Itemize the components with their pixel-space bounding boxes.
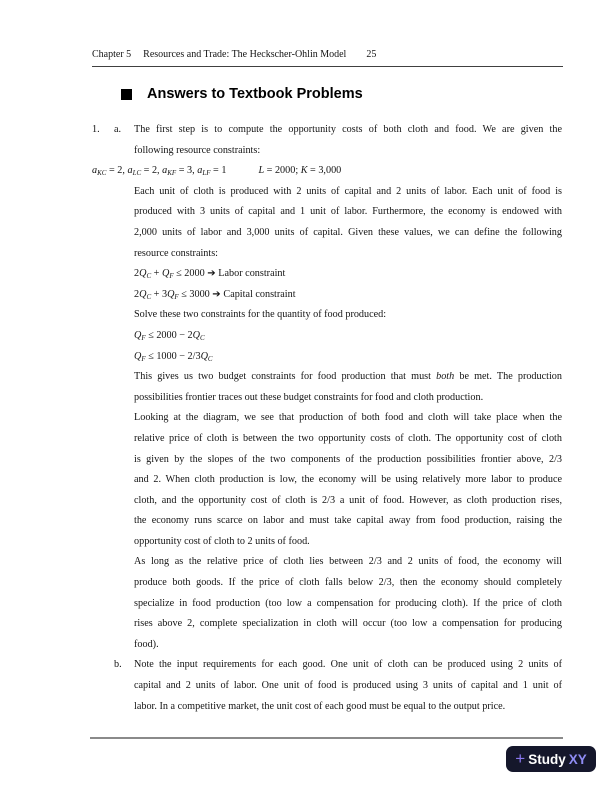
text-line [92,182,562,203]
text-line [92,511,562,532]
footer-divider [90,737,563,739]
paragraph-text: Looking at the diagram, we see that production of both food and cloth will take place when the [134,412,562,424]
text-line [92,552,562,573]
text-line [92,408,562,429]
paragraph-text: and 2. When cloth production is low, the economy will be using relatively more labor to produce [134,474,562,486]
text-line [92,491,562,512]
paragraph-text: specialize in food production (too low a compensation for producing cloth). If the price of cloth [134,597,562,609]
problem-number: 1. [92,124,100,135]
text-line [92,429,562,450]
header-page-number: 25 [366,49,377,60]
paragraph-text: Each unit of cloth is produced with 2 units of capital and 2 units of labor. Each unit of food is [134,185,562,197]
logo-text-study: Study [528,751,566,767]
paragraph-text: As long as the relative price of cloth lies between 2/3 and 2 units of food, the economy will [134,556,562,568]
header-divider [92,66,563,67]
text-line [92,614,562,635]
text-line [92,305,562,326]
paragraph-text: the economy runs scarce on labor and must take capital away from food production, raising the [134,515,562,527]
text-line [92,470,562,491]
text-line [92,697,562,718]
header-chapter: Chapter 5 [92,49,132,60]
text-line [92,161,562,182]
answer-body [92,120,562,717]
paragraph-text: produce both goods. If the price of cloth falls below 2/3, then the economy should completely [134,577,562,589]
section-title: Answers to Textbook Problems [147,86,363,102]
text-line [92,367,562,388]
header-title: Resources and Trade: The Heckscher-Ohlin Model [143,49,347,60]
part-a-label: a. [114,124,122,135]
logo-text-xy: XY [568,751,587,767]
equation-capital-constraint: $2Q_C + 3Q_F \le 3000$ ➔ Capital constraint [134,288,296,301]
section-heading [121,86,363,102]
text-line [92,141,562,162]
text-line [92,223,562,244]
text-line [92,347,562,368]
paragraph-text: following resource constraints: [134,144,261,156]
text-line [92,635,562,656]
text-line [92,573,562,594]
paragraph-text: 2,000 units of labor and 3,000 units of capital. Given these values, we can define the following [134,226,562,238]
square-bullet-icon [121,89,132,100]
text-line [92,285,562,306]
paragraph-text: capital and 2 units of labor. One unit of food is produced using 3 units of capital and 1 unit of [134,680,562,692]
paragraph-text: is given by the slopes of the two components of the production possibilities frontier above, 2/3 [134,453,562,465]
text-line [92,450,562,471]
equation-resource-coefficients: $a_{KC} = 2$, $a_{LC} = 2$, $a_{KF} = 3$, $a_{LF} = 1$ L = 2000; K = 3,000 [92,165,342,178]
paragraph-text: cloth, and the opportunity cost of cloth is 2/3 a unit of food. However, as cloth production rises, [134,494,562,506]
equation-food-from-capital: $Q_F \le 1000 - 2/3Q_C$ [134,350,213,363]
paragraph-text: rises above 2, complete specialization in cloth will occur (too low a compensation for producing [134,618,562,630]
paragraph-text: produced with 3 units of capital and 1 unit of labor. Furthermore, the economy is endowed with [134,206,562,218]
text-line [92,594,562,615]
plus-icon: + [515,748,526,768]
paragraph-text: food). [134,638,159,650]
equation-labor-constraint: $2Q_C + Q_F \le 2000$ ➔ Labor constraint [134,268,286,281]
text-line [92,244,562,265]
text-line [92,655,562,676]
paragraph-text: relative price of cloth is between the two opportunity costs of cloth. The opportunity cost of cloth [134,432,562,444]
text-line [92,532,562,553]
studyxy-logo-badge[interactable] [506,746,596,772]
paragraph-text: The first step is to compute the opportunity costs of both cloth and food. We are given the [134,124,562,135]
text-line [92,120,562,141]
equation-food-from-labor: $Q_F \le 2000 - 2Q_C$ [134,329,205,342]
paragraph-text: Note the input requirements for each good. One unit of cloth can be produced using 2 units of [134,659,562,671]
paragraph-text: resource constraints: [134,247,219,259]
text-line [92,326,562,347]
page-header [92,49,376,60]
paragraph-text: possibilities frontier traces out these budget constraints for food and cloth production. [134,391,484,403]
paragraph-text: Solve these two constraints for the quantity of food produced: [134,309,387,321]
paragraph-text: labor. In a competitive market, the unit cost of each good must be equal to the output price. [134,700,506,712]
paragraph-text: This gives us two budget constraints for food production that must both be met. The production [134,371,562,383]
part-b-label: b. [114,659,122,671]
text-line [92,388,562,409]
text-line [92,676,562,697]
text-line [92,202,562,223]
text-line [92,264,562,285]
paragraph-text: opportunity cost of cloth to 2 units of food. [134,535,310,547]
